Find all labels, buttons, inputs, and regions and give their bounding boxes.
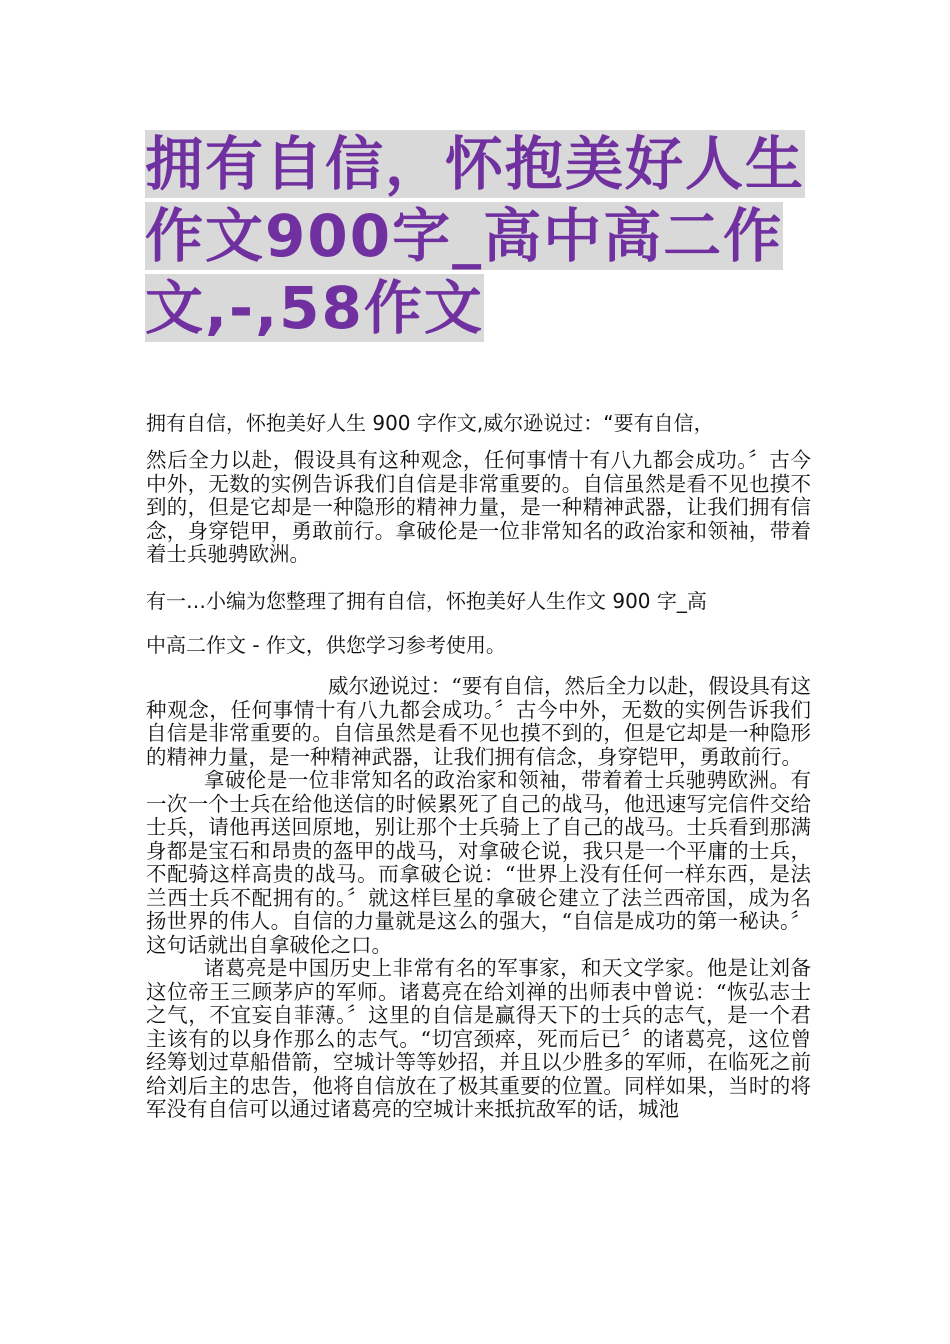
summary-paragraph-text: 然后全力以赴，假设具有这种观念，任何事情十有八九都会成功。〞古今中外，无数的实例告诉我们自信是非常重要的。自信虽然是看不见也摸不到的，但是它却是一种隐形的精神力量，是一种精神武器，让我们拥有信念，身穿铠甲，勇敢前行。拿破伦是一位非常知名的政治家和领袖，带着着士兵驰骋欧洲。 [146,448,811,567]
article-title [145,128,815,344]
article-body [146,675,811,1122]
summary-line-4: 中高二作文 - 作文，供您学习参考使用。 [146,633,506,657]
body-paragraph-1: 威尔逊说过：“要有自信，然后全力以赴，假设具有这种观念，任何事情十有八九都会成功。〞古今中外，无数的实例告诉我们自信是非常重要的。自信虽然是看不见也摸不到的，但是它却是一种隐形的精神力量，是一种精神武器，让我们拥有信念，身穿铠甲，勇敢前行。 [146,674,811,769]
body-paragraph-3: 诸葛亮是中国历史上非常有名的军事家，和天文学家。他是让刘备这位帝王三顾茅庐的军师。诸葛亮在给刘禅的出师表中曾说：“恢弘志士之气，不宜妄自菲薄。〞这里的自信是赢得天下的士兵的志气，是一个君主该有的以身作那么的志气。“切宫颈瘁，死而后已〞的诸葛亮，这位曾经筹划过草船借箭，空城计等等妙招，并且以少胜多的军师，在临死之前给刘后主的忠告，他将自信放在了极其重要的位置。同样如果，当时的将军没有自信可以通过诸葛亮的空城计来抵抗敌军的话，城池 [146,956,811,1121]
summary-line-3: 有一…小编为您整理了拥有自信，怀抱美好人生作文 900 字_高 [146,589,707,613]
summary-line-1: 拥有自信，怀抱美好人生 900 字作文,威尔逊说过：“要有自信， [146,411,714,435]
summary-paragraph [146,449,811,567]
body-paragraph-2: 拿破伦是一位非常知名的政治家和领袖，带着着士兵驰骋欧洲。有一次一个士兵在给他送信的时候累死了自己的战马，他迅速写完信件交给士兵，请他再送回原地，别让那个士兵骑上了自己的战马。士兵看到那满身都是宝石和昂贵的盔甲的战马，对拿破仑说，我只是一个平庸的士兵，不配骑这样高贵的战马。而拿破仑说：“世界上没有任何一样东西，是法兰西士兵不配拥有的。〞就这样巨星的拿破仑建立了法兰西帝国，成为名扬世界的伟人。自信的力量就是这么的强大，“自信是成功的第一秘诀。〞这句话就出自拿破伦之口。 [146,768,811,957]
article-title-text: 拥有自信，怀抱美好人生作文900字_高中高二作文,-,58作文 [145,130,806,342]
